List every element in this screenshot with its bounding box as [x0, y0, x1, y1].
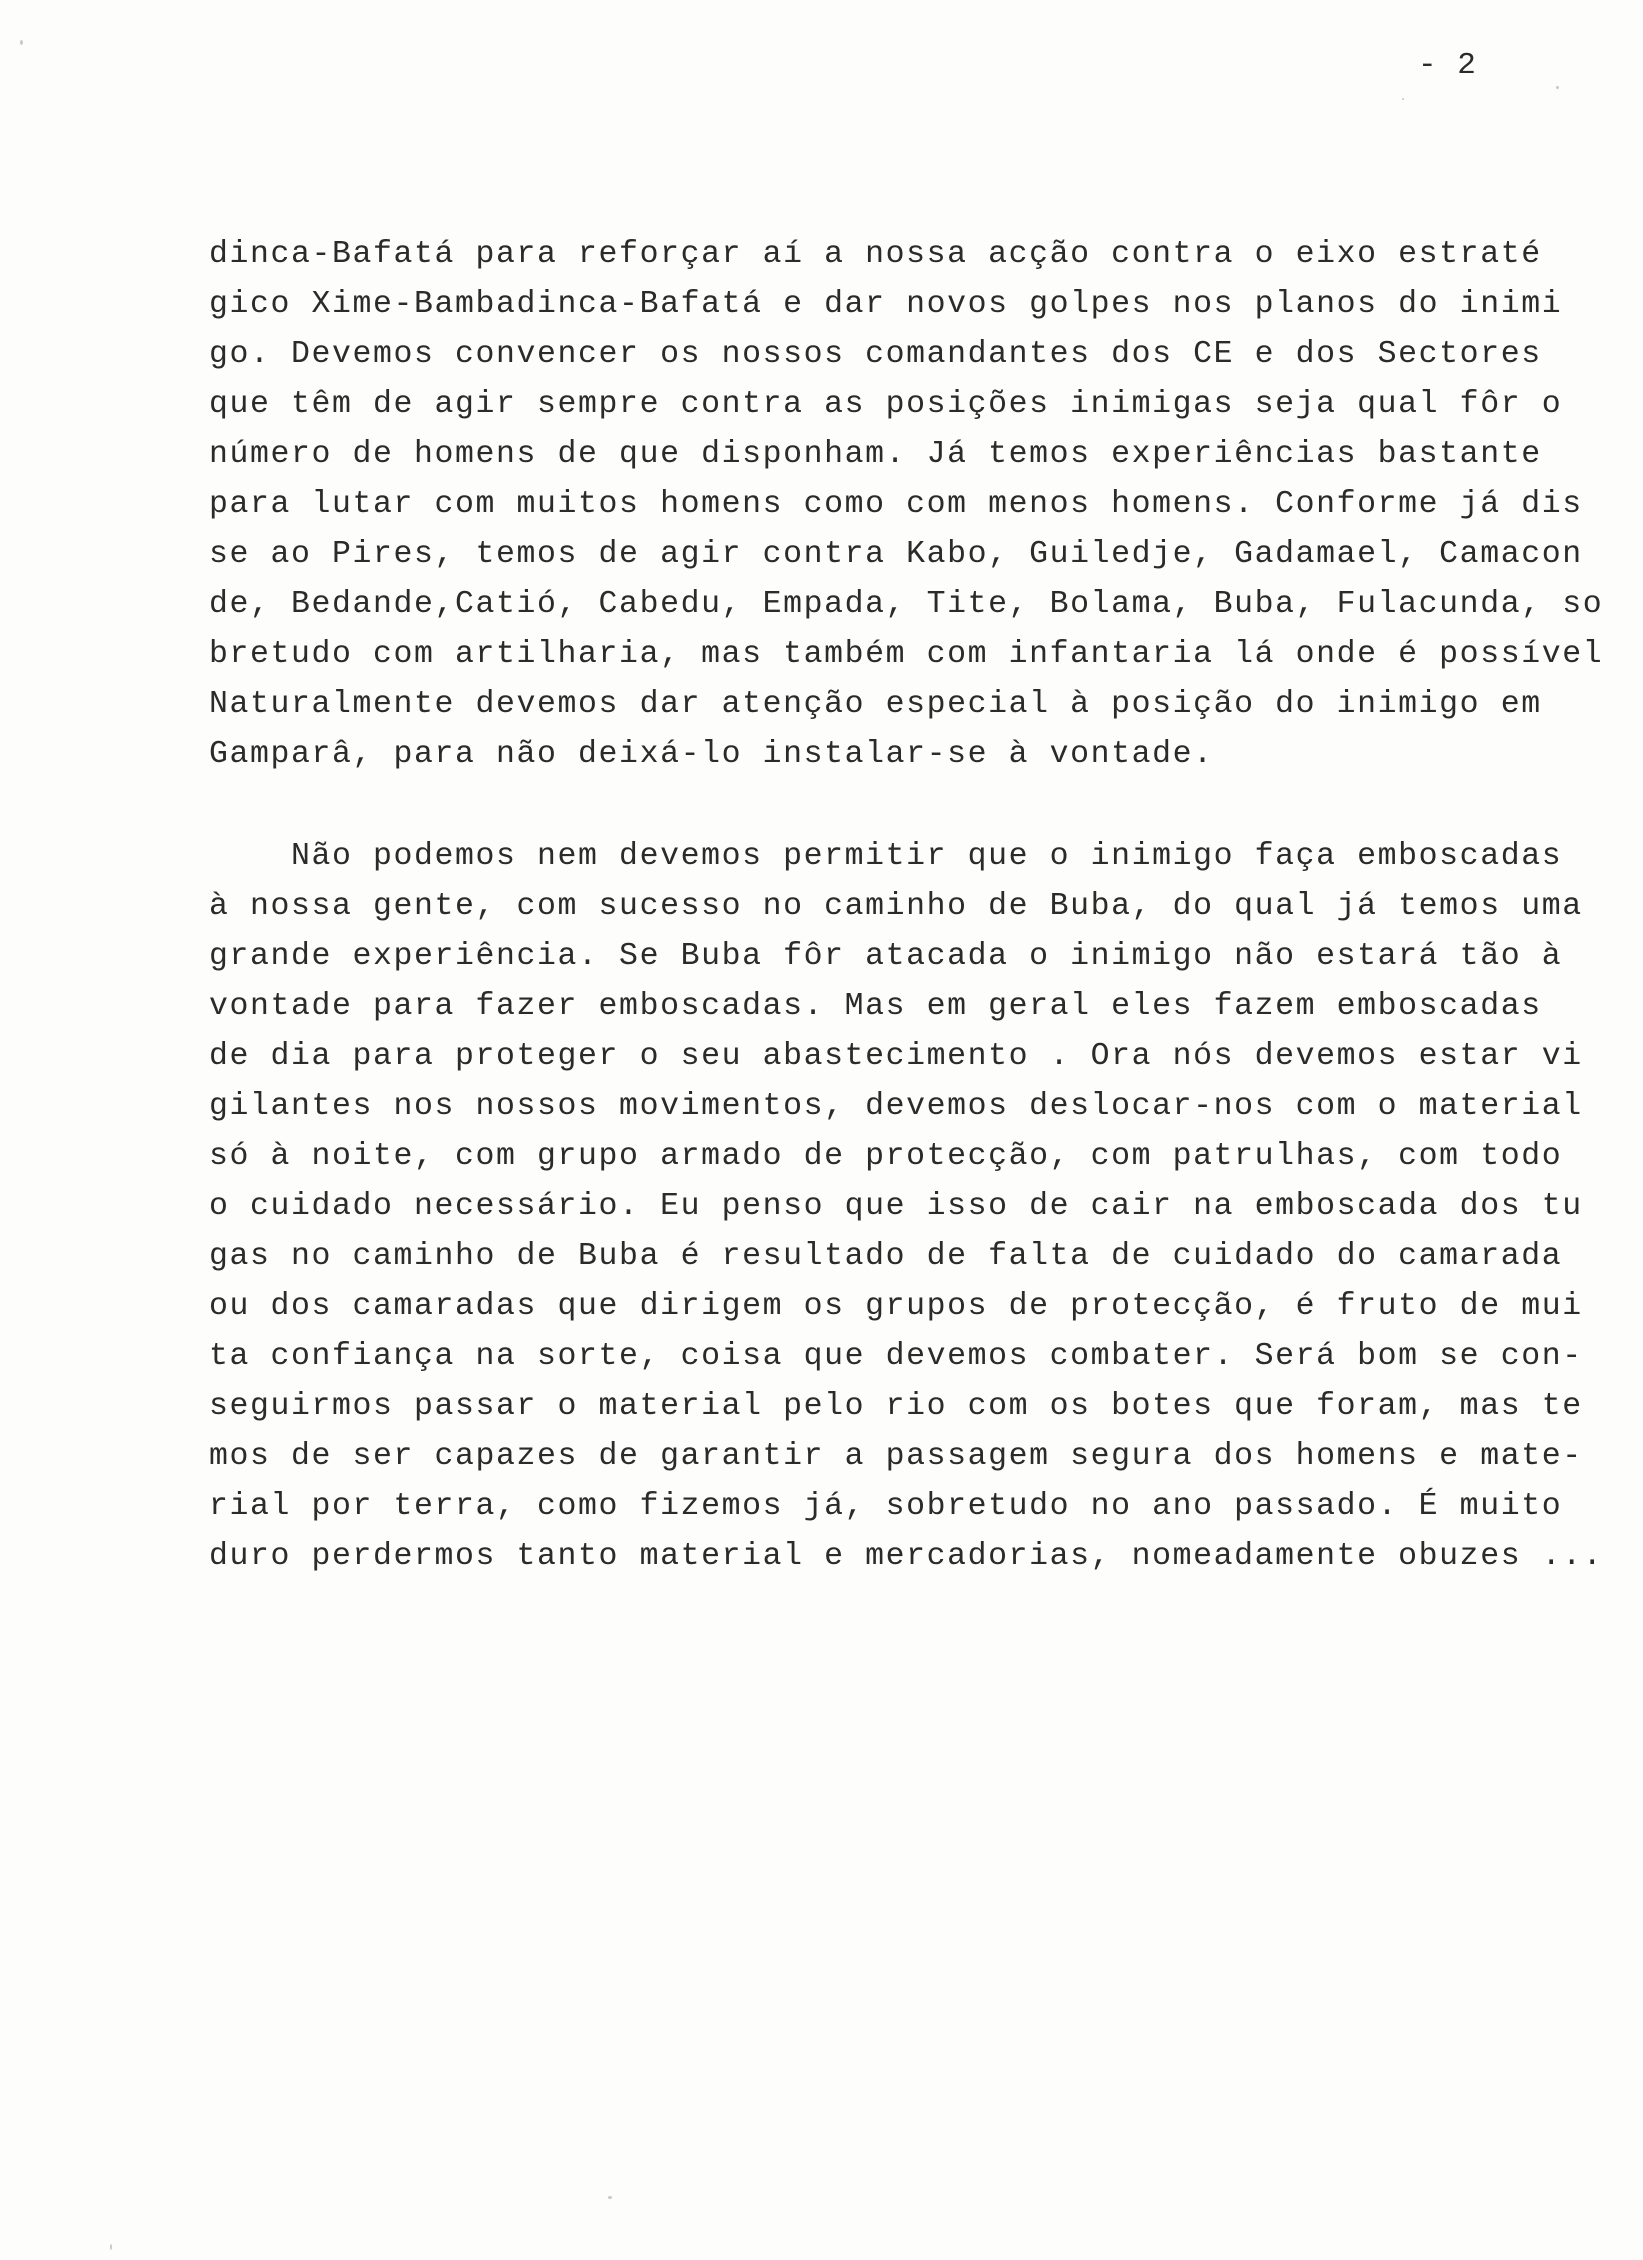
text-line: grande experiência. Se Buba fôr atacada o inimigo não estará tão à — [209, 939, 1563, 974]
text-line: se ao Pires, temos de agir contra Kabo, Guiledje, Gadamael, Camacon — [209, 537, 1583, 572]
paper-speck — [1402, 98, 1404, 100]
text-line: gas no caminho de Buba é resultado de falta de cuidado do camarada — [209, 1239, 1563, 1274]
text-line: ta confiança na sorte, coisa que devemos combater. Será bom se con- — [209, 1339, 1583, 1374]
text-line: para lutar com muitos homens como com menos homens. Conforme já dis — [209, 487, 1583, 522]
text-line: de, Bedande,Catió, Cabedu, Empada, Tite, Bolama, Buba, Fulacunda, so — [209, 587, 1604, 622]
paper-speck — [608, 2196, 612, 2199]
text-line: número de homens de que disponham. Já temos experiências bastante — [209, 437, 1542, 472]
paper-speck — [20, 40, 23, 45]
text-line: seguirmos passar o material pelo rio com os botes que foram, mas te — [209, 1389, 1583, 1424]
page-number: - 2 — [1418, 48, 1477, 83]
text-line: que têm de agir sempre contra as posições inimigas seja qual fôr o — [209, 387, 1563, 422]
text-line: de dia para proteger o seu abastecimento . Ora nós devemos estar vi — [209, 1039, 1583, 1074]
text-line: Gamparâ, para não deixá-lo instalar-se à vontade. — [209, 737, 1214, 772]
text-line: o cuidado necessário. Eu penso que isso de cair na emboscada dos tu — [209, 1189, 1583, 1224]
text-line: bretudo com artilharia, mas também com infantaria lá onde é possível — [209, 637, 1604, 672]
text-line: dinca-Bafatá para reforçar aí a nossa acção contra o eixo estraté — [209, 237, 1542, 272]
text-line: Não podemos nem devemos permitir que o inimigo faça emboscadas — [209, 839, 1563, 874]
paragraph-1 — [209, 230, 1603, 780]
paper-speck — [1556, 86, 1559, 89]
paper-speck — [110, 2244, 112, 2250]
text-line: rial por terra, como fizemos já, sobretudo no ano passado. É muito — [209, 1489, 1563, 1524]
text-line: mos de ser capazes de garantir a passagem segura dos homens e mate- — [209, 1439, 1583, 1474]
text-line: vontade para fazer emboscadas. Mas em geral eles fazem emboscadas — [209, 989, 1542, 1024]
text-line: go. Devemos convencer os nossos comandantes dos CE e dos Sectores — [209, 337, 1542, 372]
text-line: só à noite, com grupo armado de protecção, com patrulhas, com todo — [209, 1139, 1563, 1174]
text-line: gilantes nos nossos movimentos, devemos deslocar-nos com o material — [209, 1089, 1583, 1124]
text-line: à nossa gente, com sucesso no caminho de Buba, do qual já temos uma — [209, 889, 1583, 924]
text-line: duro perdermos tanto material e mercadorias, nomeadamente obuzes ... — [209, 1539, 1604, 1574]
text-line: gico Xime-Bambadinca-Bafatá e dar novos golpes nos planos do inimi — [209, 287, 1563, 322]
text-line: Naturalmente devemos dar atenção especial à posição do inimigo em — [209, 687, 1542, 722]
text-line: ou dos camaradas que dirigem os grupos de protecção, é fruto de mui — [209, 1289, 1583, 1324]
paragraph-2 — [209, 832, 1603, 1582]
